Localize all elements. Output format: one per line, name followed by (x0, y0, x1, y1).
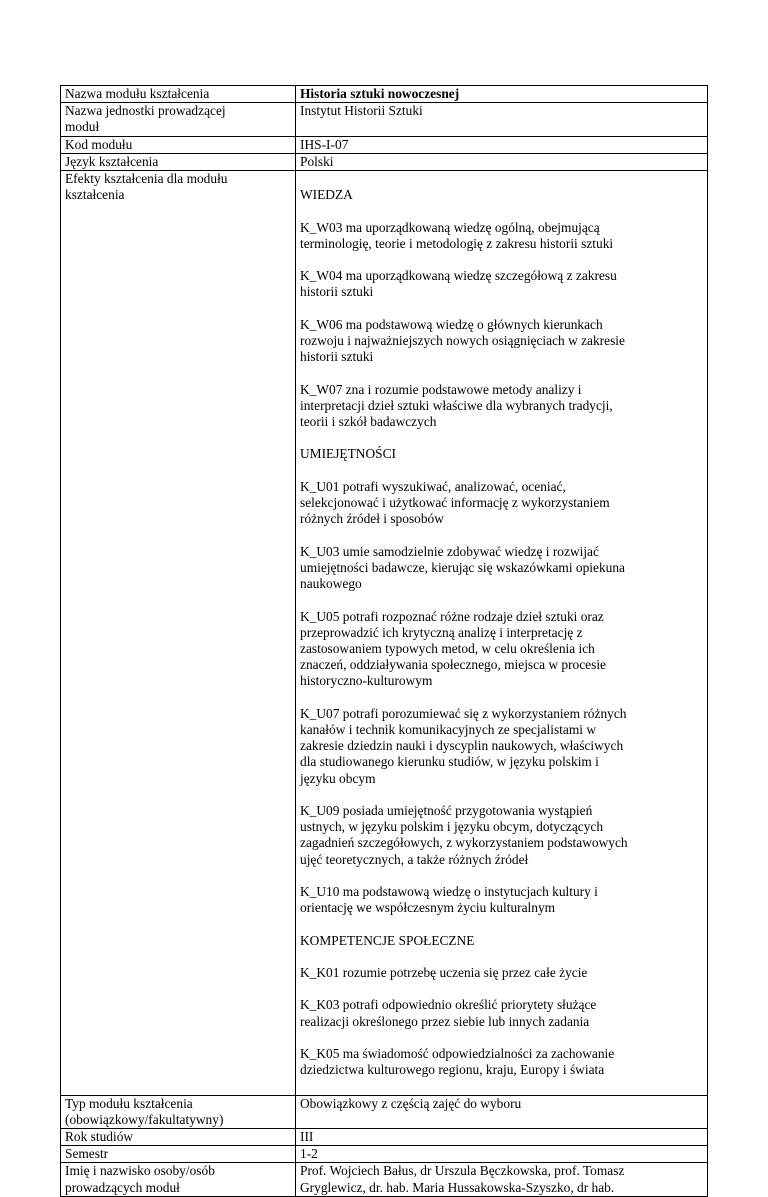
study-year-value: III (296, 1129, 708, 1146)
unit-value: Instytut Historii Sztuki (296, 103, 708, 136)
row-label: Język kształcenia (61, 153, 296, 170)
table-row (61, 1129, 708, 1146)
row-label: Nazwa modułu kształcenia (61, 86, 296, 103)
module-name-value: Historia sztuki nowoczesnej (296, 86, 708, 103)
outcome-item: K_K03 potrafi odpowiednio określić priorytety służące realizacji określonego przez siebie lub innych zadania (300, 997, 597, 1029)
outcome-item: K_U05 potrafi rozpoznać różne rodzaje dzieł sztuki oraz przeprowadzić ich krytyczną analizę i interpretację z zastosowaniem typowych metod, w celu określenia ich znaczeń, oddziaływania społecznego, miejsca w procesie historyczno-kulturowym (300, 608, 606, 689)
outcome-heading: UMIEJĘTNOŚCI (300, 446, 396, 462)
table-row (61, 153, 708, 170)
outcome-item: K_U10 ma podstawową wiedzę o instytucjach kultury i orientację we współczesnym życiu kulturalnym (300, 883, 598, 916)
module-type-value: Obowiązkowy z częścią zajęć do wyboru (296, 1095, 708, 1128)
row-label: Imię i nazwisko osoby/osób prowadzących moduł (61, 1163, 296, 1196)
outcome-item: K_U09 posiada umiejętność przygotowania wystąpień ustnych, w języku polskim i języku obcym, dotyczących zagadnień szczegółowych, z wykorzystaniem podstawowych ujęć teoretycznych, a także różnych źródeł (300, 802, 628, 867)
row-label: Rok studiów (61, 1129, 296, 1146)
table-row (61, 136, 708, 153)
outcome-item: K_W06 ma podstawową wiedzę o głównych kierunkach rozwoju i najważniejszych nowych osiągnięciach w zakresie historii sztuki (300, 316, 625, 365)
row-label: Nazwa jednostki prowadzącej moduł (61, 103, 296, 136)
semester-value: 1-2 (296, 1146, 708, 1163)
learning-outcomes-cell (296, 171, 708, 1096)
outcome-item: K_U07 potrafi porozumiewać się z wykorzystaniem różnych kanałów i technik komunikacyjnych ze specjalistami w zakresie dziedzin nauki i dyscyplin naukowych, właściwych dla studiowanego kierunku studiów, w języku polskim i języku obcym (300, 705, 627, 786)
module-code-value: IHS-I-07 (296, 136, 708, 153)
row-label: Efekty kształcenia dla modułu kształcenia (61, 171, 296, 1096)
row-label: Typ modułu kształcenia (obowiązkowy/fakultatywny) (61, 1095, 296, 1128)
outcome-item: K_W04 ma uporządkowaną wiedzę szczegółową z zakresu historii sztuki (300, 268, 617, 300)
outcome-item: K_K01 rozumie potrzebę uczenia się przez całe życie (300, 964, 588, 980)
outcome-item: K_K05 ma świadomość odpowiedzialności za zachowanie dziedzictwa kulturowego regionu, kraju, Europy i świata (300, 1045, 615, 1078)
table-row (61, 86, 708, 103)
outcome-item: K_W03 ma uporządkowaną wiedzę ogólną, obejmującą terminologię, teorie i metodologię z zakresu historii sztuki (300, 219, 614, 251)
outcome-heading: KOMPETENCJE SPOŁECZNE (300, 932, 475, 948)
table-row (61, 1146, 708, 1163)
outcome-item: K_W07 zna i rozumie podstawowe metody analizy i interpretacji dzieł sztuki właściwe dla wybranych tradycji, teorii i szkół badawczych (300, 381, 613, 430)
instructors-value: Prof. Wojciech Bałus, dr Urszula Bęczkowska, prof. Tomasz Gryglewicz, dr. hab. Maria Hussakowska-Szyszko, dr hab. (296, 1163, 708, 1196)
table-row (61, 1095, 708, 1128)
outcome-item: K_U01 potrafi wyszukiwać, analizować, oceniać, selekcjonować i użytkować informację z wykorzystaniem różnych źródeł i sposobów (300, 478, 610, 527)
table-row (61, 171, 708, 1096)
row-label: Kod modułu (61, 136, 296, 153)
outcome-item: K_U03 umie samodzielnie zdobywać wiedzę i rozwijać umiejętności badawcze, kierując się wskazówkami opiekuna naukowego (300, 543, 625, 592)
row-label: Semestr (61, 1146, 296, 1163)
module-info-table (60, 85, 708, 1197)
table-row (61, 103, 708, 136)
language-value: Polski (296, 153, 708, 170)
table-row (61, 1163, 708, 1196)
outcome-heading: WIEDZA (300, 187, 353, 203)
